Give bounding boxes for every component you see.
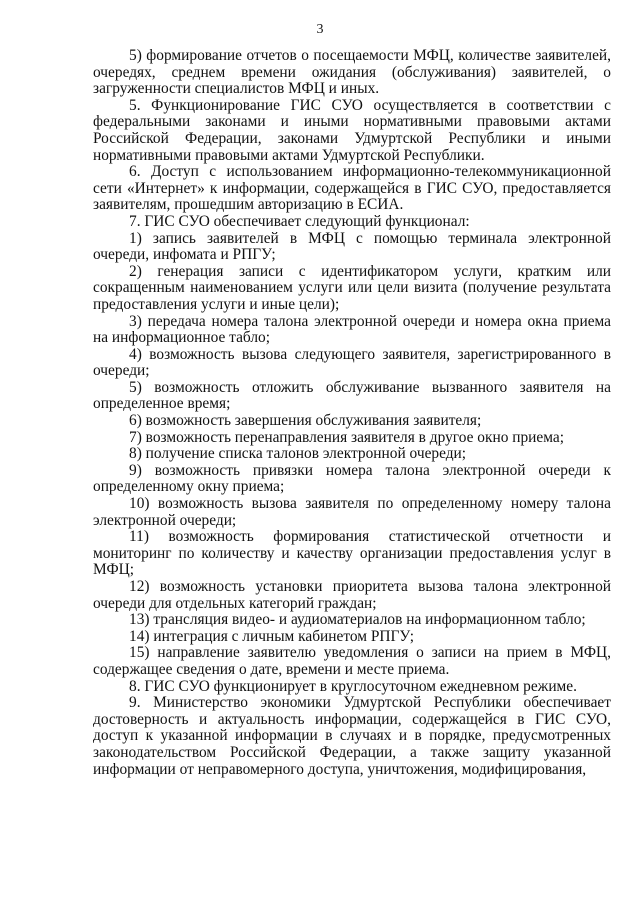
list-item-8: 8) получение списка талонов электронной очереди; [129,445,467,463]
list-item-10: 10) возможность вызова заявителя по определенному номеру талона электронной очереди; [93,495,611,529]
paragraph-9-ministry-duties: 9. Министерство экономики Удмуртской Республики обеспечивает достоверность и актуальность информации, содержащейся в ГИС СУО, доступ к указанной информации в случаях и в порядке, предусмотренных законодательством Российской Федерации, а также защиту указанной информации от неправомерного доступа, уничтожения, модифицирования, [93,694,611,778]
list-item-13: 13) трансляция видео- и аудиоматериалов на информационном табло; [129,611,586,629]
page-number: 3 [316,22,324,37]
list-item-5: 5) возможность отложить обслуживание вызванного заявителя на определенное время; [93,378,611,413]
paragraph-6-internet-access: 6. Доступ с использованием информационно-телекоммуникационной сети «Интернет» к информации, содержащейся в ГИС СУО, предоставляется заявителям, прошедшим авторизацию в ЕСИА. [93,163,611,214]
paragraph-5-legal-basis: 5. Функционирование ГИС СУО осуществляется в соответствии с федеральными законами и иными нормативными правовыми актами Российской Федерации, законами Удмуртской Республики и иными нормативными правовыми актами Удмуртской Республики. [93,96,611,164]
list-item-2: 2) генерация записи с идентификатором услуги, кратким или сокращенным наименованием услуги или цели визита (получение результата предоставления услуги и иные цели); [93,262,611,313]
paragraph-item-5-reports: 5) формирование отчетов о посещаемости МФЦ, количестве заявителей, очередях, среднем времени ожидания (обслуживания) заявителей, о загруженности специалистов МФЦ и иных. [93,47,611,98]
list-item-3: 3) передача номера талона электронной очереди и номера окна приема на информационное табло; [93,312,611,347]
list-item-12: 12) возможность установки приоритета вызова талона электронной очереди для отдельных категорий граждан; [93,578,611,612]
list-item-4: 4) возможность вызова следующего заявителя, зарегистрированного в очереди; [93,345,611,380]
list-item-15: 15) направление заявителю уведомления о записи на прием в МФЦ, содержащее сведения о дате, времени и месте приема. [93,644,611,678]
list-item-11: 11) возможность формирования статистической отчетности и мониторинг по количеству и качеству организации предоставления услуг в МФЦ; [93,528,611,579]
list-item-9: 9) возможность привязки номера талона электронной очереди к определенному окну приема; [93,461,611,496]
list-item-6: 6) возможность завершения обслуживания заявителя; [129,412,482,430]
paragraph-7-functions-intro: 7. ГИС СУО обеспечивает следующий функционал: [129,212,470,230]
document-body [93,48,611,778]
list-item-14: 14) интеграция с личным кабинетом РПГУ; [129,627,415,645]
list-item-7: 7) возможность перенаправления заявителя в другое окно приема; [129,428,564,446]
paragraph-8-operating-mode: 8. ГИС СУО функционирует в круглосуточном ежедневном режиме. [129,677,577,695]
list-item-1: 1) запись заявителей в МФЦ с помощью терминала электронной очереди, инфомата и РПГУ; [93,229,611,264]
